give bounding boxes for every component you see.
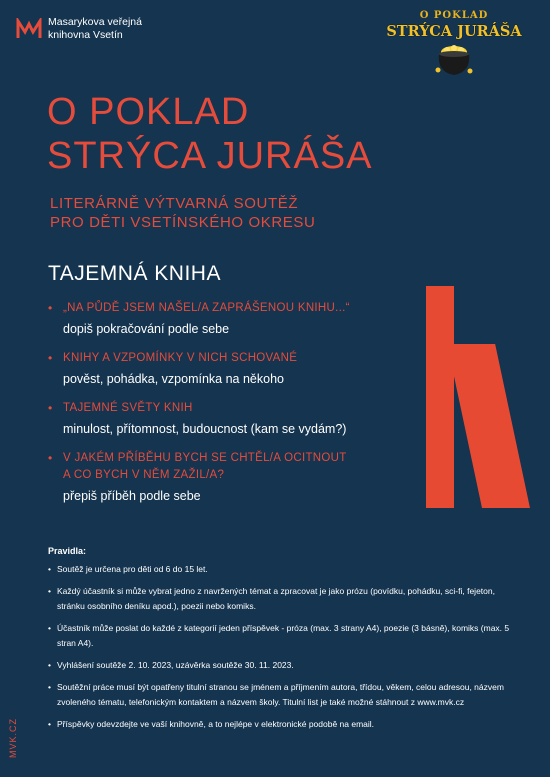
- decorative-bar: [426, 286, 454, 508]
- library-name-line2: knihovna Vsetín: [48, 29, 123, 41]
- topic-item: [48, 450, 378, 506]
- subtitle-line1: LITERÁRNĚ VÝTVARNÁ SOUTĚŽ: [50, 195, 299, 212]
- topic-heading: • „NA PŮDĚ JSEM NAŠEL/A ZAPRÁŠENOU KNIHU...“: [63, 302, 350, 314]
- subtitle-line2: PRO DĚTI VSETÍNSKÉHO OKRESU: [50, 214, 316, 231]
- website-label: MVK.CZ: [8, 717, 18, 758]
- title-line2: STRÝCA JURÁŠA: [47, 135, 373, 177]
- decorative-slanted-bar: [447, 344, 530, 508]
- library-name-line1: Masarykova veřejná: [48, 16, 142, 28]
- topic-description: pověst, pohádka, vzpomínka na někoho: [63, 372, 284, 386]
- topic-item: [48, 300, 378, 339]
- rule-item: • Soutěž je určena pro děti od 6 do 15 let.: [48, 562, 518, 577]
- library-name: [48, 16, 142, 42]
- poster-subtitle: [50, 194, 315, 232]
- rules-list: [48, 562, 518, 739]
- topic-list: [48, 300, 378, 517]
- rule-item: • Každý účastník si může vybrat jedno z navržených témat a zpracovat je jako prózu (povídku, pohádku, sci-fi, fejeton, stránku osobního deníku apod.), poezii nebo komiks.: [48, 584, 518, 614]
- topic-heading-line2: A CO BYCH V NĚM ZAŽIL/A?: [63, 469, 225, 481]
- topic-item: [48, 350, 378, 389]
- contest-badge: [384, 8, 524, 108]
- topic-item: [48, 400, 378, 439]
- mvk-logo-icon: [16, 18, 42, 40]
- topic-description: dopiš pokračování podle sebe: [63, 322, 230, 336]
- section-title: TAJEMNÁ KNIHA: [48, 262, 221, 285]
- rule-item: • Soutěžní práce musí být opatřeny titulní stranou se jménem a příjmením autora, třídou, věkem, celou adresou, názvem zvoleného tématu, telefonickým kontaktem a názvem školy. Titulní list je také možné stáhnout z www.mvk.cz: [48, 680, 518, 710]
- topic-description: minulost, přítomnost, budoucnost (kam se vydám?): [63, 422, 347, 436]
- title-line1: O POKLAD: [47, 91, 250, 133]
- topic-heading: • V JAKÉM PŘÍBĚHU BYCH SE CHTĚL/A OCITNOUT: [63, 452, 347, 464]
- rule-item: • Příspěvky odevzdejte ve vaší knihovně, a to nejlépe v elektronické podobě na email.: [48, 717, 518, 732]
- treasure-pot-icon: [432, 42, 476, 78]
- topic-description: přepiš příběh podle sebe: [63, 489, 201, 503]
- badge-line1: O POKLAD: [419, 10, 489, 21]
- rules-title: Pravidla:: [48, 546, 87, 556]
- rule-item: • Účastník může poslat do každé z kategorií jeden příspěvek - próza (max. 3 strany A4), poezie (3 básně), komiks (max. 5 stran A4).: [48, 621, 518, 651]
- rule-item: • Vyhlášení soutěže 2. 10. 2023, uzávěrka soutěže 30. 11. 2023.: [48, 658, 518, 673]
- poster-title: [47, 90, 373, 178]
- topic-heading: • KNIHY A VZPOMÍNKY V NICH SCHOVANÉ: [63, 352, 298, 364]
- library-logo: [16, 16, 142, 42]
- topic-heading: • TAJEMNÉ SVĚTY KNIH: [63, 402, 193, 414]
- badge-line2: STRÝCA JURÁŠA: [386, 23, 522, 40]
